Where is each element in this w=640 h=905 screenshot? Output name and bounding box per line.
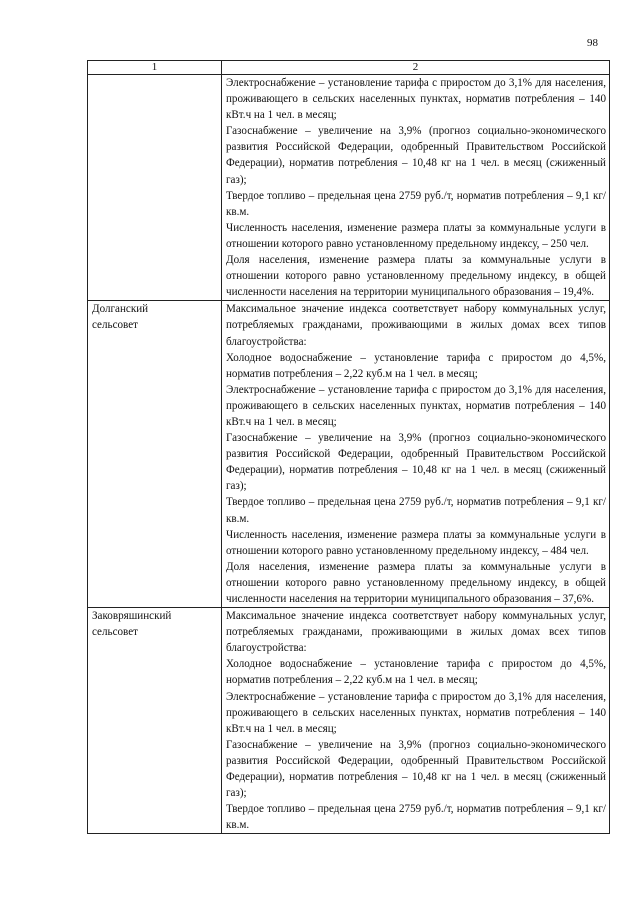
description-paragraph: Газоснабжение – увеличение на 3,9% (прогноз социально-экономического развития Российской Федерации, одобренный Правительством Российской Федерации), норматив потребления – 10,48 кг на 1 чел. в месяц (сжиженный газ); xyxy=(226,738,606,800)
table-body xyxy=(88,75,610,834)
table-row xyxy=(88,608,610,834)
description-paragraph: Холодное водоснабжение – установление тарифа с приростом до 4,5%, норматив потребления – 2,22 куб.м на 1 чел. в месяц; xyxy=(226,658,606,687)
table-row xyxy=(88,301,610,608)
description-paragraph: Твердое топливо – предельная цена 2759 руб./т, норматив потребления – 9,1 кг/кв.м. xyxy=(226,803,606,832)
description-paragraph: Твердое топливо – предельная цена 2759 руб./т, норматив потребления – 9,1 кг/кв.м. xyxy=(226,496,606,525)
description-paragraph: Электроснабжение – установление тарифа с приростом до 3,1% для населения, проживающего в сельских населенных пунктах, норматив потребления – 140 кВт.ч на 1 чел. в месяц; xyxy=(226,690,606,735)
description-cell xyxy=(222,301,610,608)
municipality-name-line: сельсовет xyxy=(92,626,138,639)
description-cell xyxy=(222,75,610,301)
description-paragraph: Холодное водоснабжение – установление тарифа с приростом до 4,5%, норматив потребления – 2,22 куб.м на 1 чел. в месяц; xyxy=(226,351,606,380)
description-paragraph: Численность населения, изменение размера платы за коммунальные услуги в отношении которого равно установленному предельному индексу, – 484 чел. xyxy=(226,528,606,557)
header-row xyxy=(88,61,610,75)
municipality-name-line: Долганский xyxy=(92,303,149,316)
description-paragraph: Электроснабжение – установление тарифа с приростом до 3,1% для населения, проживающего в сельских населенных пунктах, норматив потребления – 140 кВт.ч на 1 чел. в месяц; xyxy=(226,383,606,428)
description-paragraph: Доля населения, изменение размера платы за коммунальные услуги в отношении которого равно установленному предельному индексу, в общей численности населения на территории муниципального образования – 19,4%. xyxy=(226,254,606,299)
description-cell xyxy=(222,608,610,834)
description-paragraph: Численность населения, изменение размера платы за коммунальные услуги в отношении которого равно установленному предельному индексу, – 250 чел. xyxy=(226,221,606,250)
municipality-cell xyxy=(88,75,222,301)
municipality-name-line: сельсовет xyxy=(92,319,138,332)
description-paragraph: Газоснабжение – увеличение на 3,9% (прогноз социально-экономического развития Российской Федерации, одобренный Правительством Российской Федерации), норматив потребления – 10,48 кг на 1 чел. в месяц (сжиженный газ); xyxy=(226,432,606,493)
column-header: 2 xyxy=(222,61,610,75)
description-paragraph: Максимальное значение индекса соответствует набору коммунальных услуг, потребляемых гражданами, проживающими в жилых домах всех типов благоустройства: xyxy=(226,610,606,655)
tariff-table xyxy=(87,60,610,834)
municipality-name-line: Заковряшинский xyxy=(92,610,172,623)
table-row xyxy=(88,75,610,301)
column-header: 1 xyxy=(88,61,222,75)
description-paragraph: Газоснабжение – увеличение на 3,9% (прогноз социально-экономического развития Российской Федерации, одобренный Правительством Российской Федерации), норматив потребления – 10,48 кг на 1 чел. в месяц (сжиженный газ); xyxy=(226,125,606,186)
description-paragraph: Максимальное значение индекса соответствует набору коммунальных услуг, потребляемых гражданами, проживающими в жилых домах всех типов благоустройства: xyxy=(226,303,606,348)
description-paragraph: Доля населения, изменение размера платы за коммунальные услуги в отношении которого равно установленному предельному индексу, в общей численности населения на территории муниципального образования – 37,6%. xyxy=(226,560,606,605)
page-number: 98 xyxy=(587,37,598,49)
description-paragraph: Электроснабжение – установление тарифа с приростом до 3,1% для населения, проживающего в сельских населенных пунктах, норматив потребления – 140 кВт.ч на 1 чел. в месяц; xyxy=(226,77,606,122)
municipality-cell xyxy=(88,608,222,834)
municipality-cell xyxy=(88,301,222,608)
description-paragraph: Твердое топливо – предельная цена 2759 руб./т, норматив потребления – 9,1 кг/кв.м. xyxy=(226,189,606,218)
